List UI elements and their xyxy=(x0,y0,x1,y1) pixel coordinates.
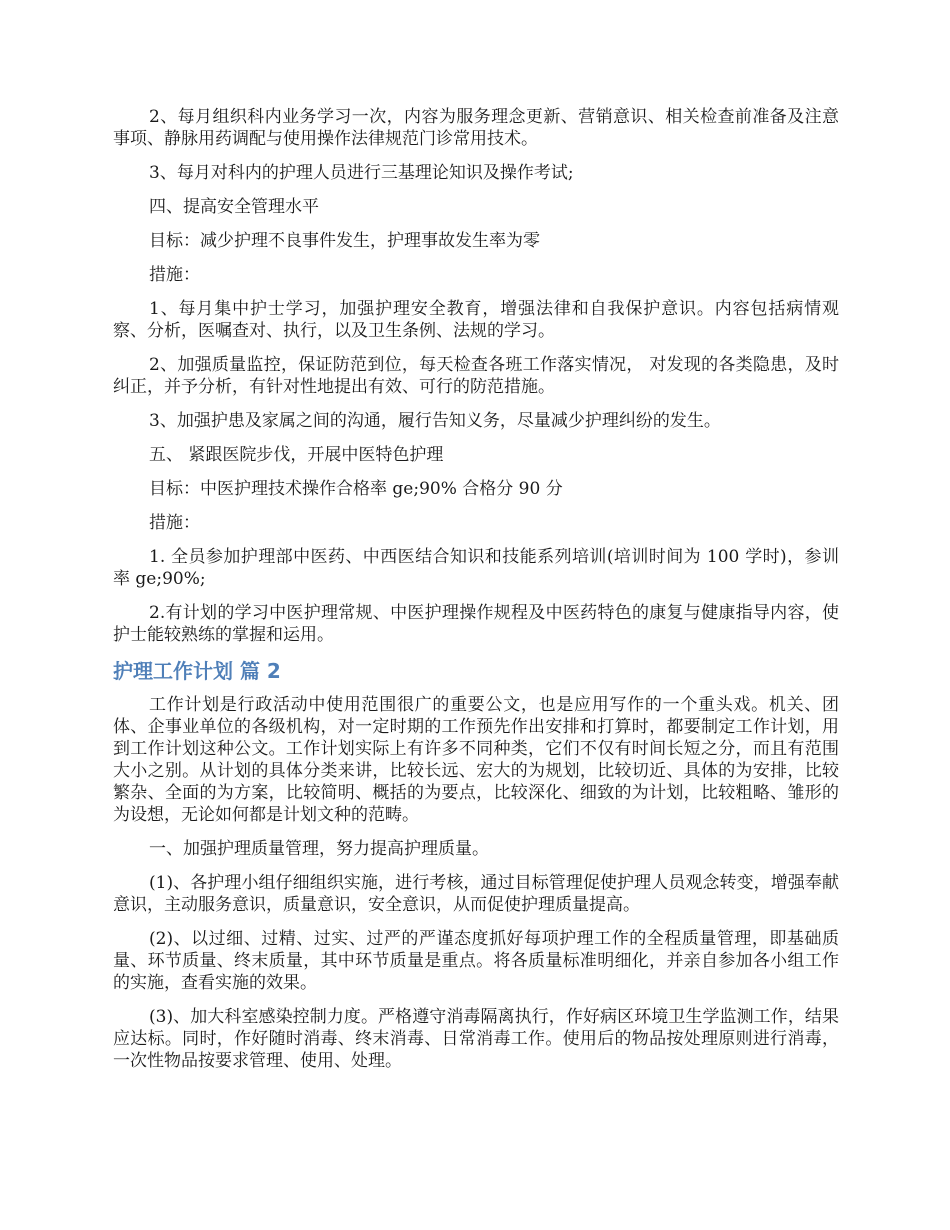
goal-text: 目标：中医护理技术操作合格率 ge;90% 合格分 90 分 xyxy=(149,479,563,499)
paragraph: (2)、以过细、过精、过实、过严的严谨态度抓好每项护理工作的全程质量管理，即基础质量、环节质量、终末质量，其中环节质量是重点。将各质量标准明细化，并亲自参加各小组工作的实施，查看实施的效果。 xyxy=(113,929,839,993)
paragraph: 2、每月组织科内业务学习一次，内容为服务理念更新、营销意识、相关检查前准备及注意事项、静脉用药调配与使用操作法律规范门诊常用技术。 xyxy=(113,107,839,149)
section-heading-five: 五、 紧跟医院步伐，开展中医特色护理 xyxy=(149,445,444,465)
goal-text: 目标：减少护理不良事件发生，护理事故发生率为零 xyxy=(149,231,540,251)
document-body xyxy=(113,106,839,1084)
paragraph: 3、每月对科内的护理人员进行三基理论知识及操作考试; xyxy=(149,163,574,183)
intro-paragraph: 工作计划是行政活动中使用范围很广的重要公文，也是应用写作的一个重头戏。机关、团体、企事业单位的各级机构，对一定时期的工作预先作出安排和打算时，都要制定工作计划，用到工作计划这种公文。工作计划实际上有许多不同种类，它们不仅有时间长短之分，而且有范围大小之别。从计划的具体分类来讲，比较长远、宏大的为规划，比较切近、具体的为安排，比较繁杂、全面的为方案，比较简明、概括的为要点，比较深化、细致的为计划，比较粗略、雏形的为设想，无论如何都是计划文种的范畴。 xyxy=(113,695,839,825)
paragraph: 2、加强质量监控，保证防范到位，每天检查各班工作落实情况， 对发现的各类隐患，及时纠正，并予分析，有针对性地提出有效、可行的防范措施。 xyxy=(113,355,839,397)
paragraph: 3、加强护患及家属之间的沟通，履行告知义务，尽量减少护理纠纷的发生。 xyxy=(149,411,721,431)
paragraph: 1、每月集中护士学习，加强护理安全教育，增强法律和自我保护意识。内容包括病情观察、分析，医嘱查对、执行，以及卫生条例、法规的学习。 xyxy=(113,299,839,341)
paragraph: 1. 全员参加护理部中医药、中西医结合知识和技能系列培训(培训时间为 100 学时)，参训率 ge;90%; xyxy=(113,547,839,589)
measures-label: 措施： xyxy=(149,265,200,285)
measures-label: 措施： xyxy=(149,513,200,533)
paragraph: 2.有计划的学习中医护理常规、中医护理操作规程及中医药特色的康复与健康指导内容，使护士能较熟练的掌握和运用。 xyxy=(113,603,839,645)
article-heading: 护理工作计划 篇 2 xyxy=(113,659,281,683)
paragraph: (1)、各护理小组仔细组织实施，进行考核，通过目标管理促使护理人员观念转变，增强奉献意识，主动服务意识，质量意识，安全意识，从而促使护理质量提高。 xyxy=(113,873,839,915)
section-heading-four: 四、提高安全管理水平 xyxy=(149,197,319,217)
section-heading-one: 一、加强护理质量管理，努力提高护理质量。 xyxy=(149,839,489,859)
paragraph: (3)、加大科室感染控制力度。严格遵守消毒隔离执行，作好病区环境卫生学监测工作，结果应达标。同时，作好随时消毒、终末消毒、日常消毒工作。使用后的物品按处理原则进行消毒，一次性物品按要求管理、使用、处理。 xyxy=(113,1007,839,1071)
